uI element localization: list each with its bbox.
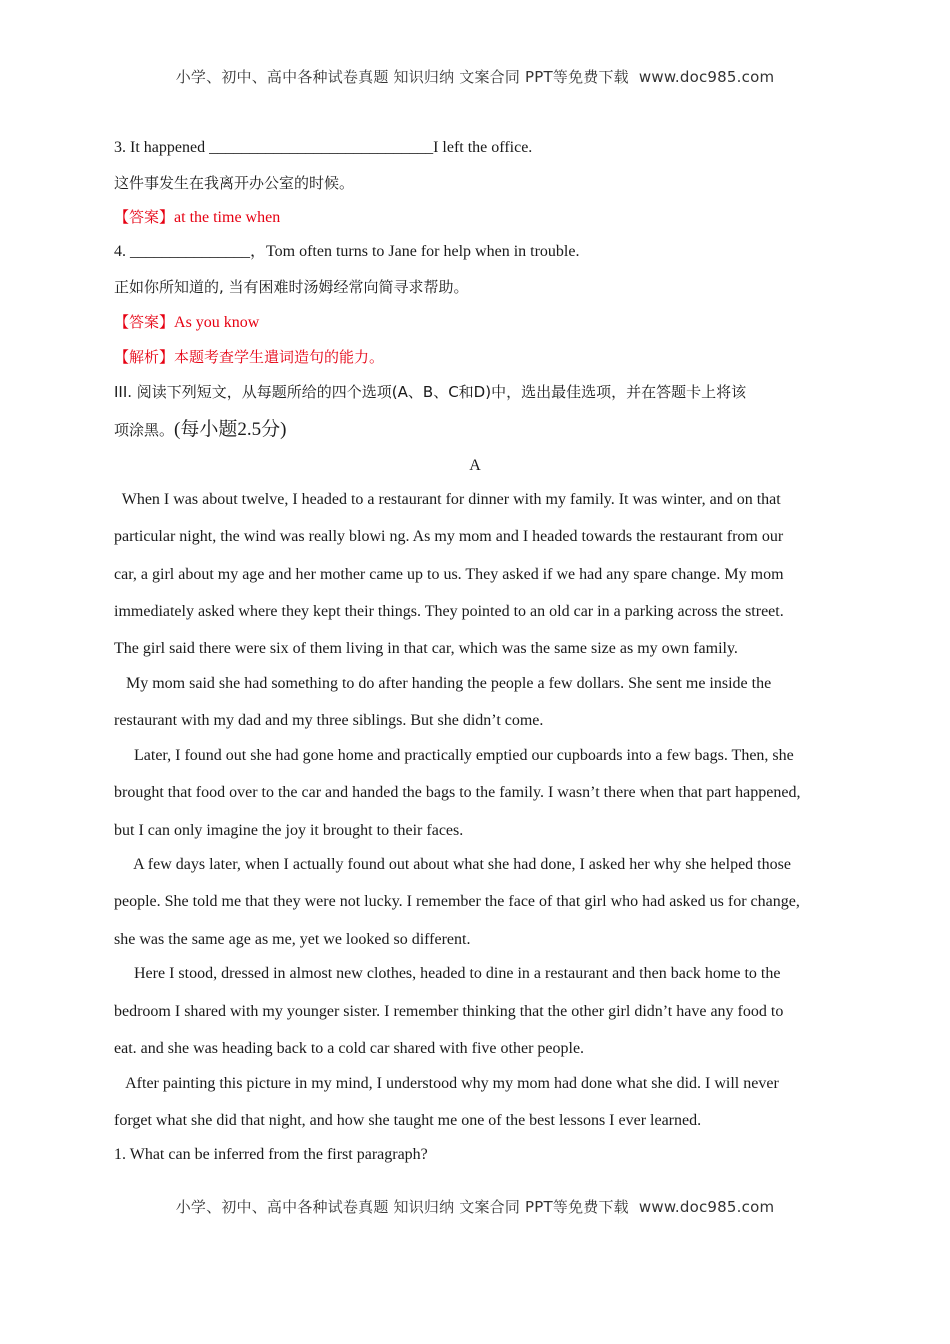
passage-line: people. She told me that they were not lucky. I remember the face of that girl who had asked us for change,	[114, 893, 800, 910]
q4-analysis	[114, 347, 384, 367]
q3-answer	[114, 207, 280, 228]
passage-line: Here I stood, dressed in almost new clothes, headed to dine in a restaurant and then back home to the	[114, 965, 781, 982]
passage-line: My mom said she had something to do after handing the people a few dollars. She sent me inside the	[114, 675, 772, 692]
q4-analysis-text: 本题考查学生遣词造句的能力。	[174, 348, 385, 366]
question-1: 1. What can be inferred from the first paragraph?	[114, 1146, 428, 1163]
q4-answer-tag: 【答案】	[114, 313, 175, 331]
header-text: 小学、初中、高中各种试卷真题 知识归纳 文案合同 PPT等免费下载	[175, 68, 629, 86]
q4-analysis-tag: 【解析】	[114, 348, 175, 366]
section3-line2-points: (每小题2.5分)	[174, 419, 287, 440]
passage-line: but I can only imagine the joy it brought to their faces.	[114, 822, 464, 839]
passage-line: bedroom I shared with my younger sister. I remember thinking that the other girl didn’t have any food to	[114, 1003, 784, 1020]
passage-line: A few days later, when I actually found out about what she had done, I asked her why she helped those	[114, 856, 791, 873]
passage-line: eat. and she was heading back to a cold car shared with five other people.	[114, 1040, 585, 1057]
passage-line: car, a girl about my age and her mother came up to us. They asked if we had any spare change. My mom	[114, 566, 784, 583]
passage-line: immediately asked where they kept their things. They pointed to an old car in a parking across the street.	[114, 603, 784, 620]
q4-answer-text: As you know	[174, 314, 260, 331]
q3-answer-text: at the time when	[174, 209, 281, 226]
passage-line: Later, I found out she had gone home and practically emptied our cupboards into a few bags. Then, she	[114, 747, 794, 764]
header-url[interactable]: www.doc985.com	[638, 68, 775, 86]
passage-line: particular night, the wind was really blowi ng. As my mom and I headed towards the restaurant from our	[114, 528, 784, 545]
page-header	[0, 66, 950, 87]
footer-text: 小学、初中、高中各种试卷真题 知识归纳 文案合同 PPT等免费下载	[175, 1198, 629, 1216]
q3-chinese: 这件事发生在我离开办公室的时候。	[114, 174, 355, 192]
section3-instruction-line1: III. 阅读下列短文，从每题所给的四个选项(A、B、C和D)中，选出最佳选项，并在答题卡上将该	[114, 383, 747, 401]
q3-english: 3. It happened ____________________________I left the office.	[114, 139, 533, 156]
footer-url[interactable]: www.doc985.com	[638, 1198, 775, 1216]
q3-answer-tag: 【答案】	[114, 208, 175, 226]
passage-line: brought that food over to the car and handed the bags to the family. I wasn’t there when that part happened,	[114, 784, 801, 801]
q4-english: 4. _______________，Tom often turns to Jane for help when in trouble.	[114, 243, 580, 260]
section3-line2-cn: 项涂黑。	[114, 421, 175, 439]
passage-line: The girl said there were six of them living in that car, which was the same size as my own family.	[114, 640, 738, 657]
passage-line: she was the same age as me, yet we looked so different.	[114, 931, 471, 948]
passage-line: restaurant with my dad and my three siblings. But she didn’t come.	[114, 712, 544, 729]
passage-line: After painting this picture in my mind, I understood why my mom had done what she did. I will never	[114, 1075, 779, 1092]
q4-answer	[114, 312, 259, 333]
page-footer	[0, 1196, 950, 1217]
section3-instruction-line2	[114, 420, 286, 441]
passage-line: When I was about twelve, I headed to a restaurant for dinner with my family. It was winter, and on that	[114, 491, 781, 508]
passage-line: forget what she did that night, and how she taught me one of the best lessons I ever learned.	[114, 1112, 702, 1129]
passage-title: A	[469, 457, 481, 474]
q4-chinese: 正如你所知道的, 当有困难时汤姆经常向简寻求帮助。	[114, 278, 469, 296]
